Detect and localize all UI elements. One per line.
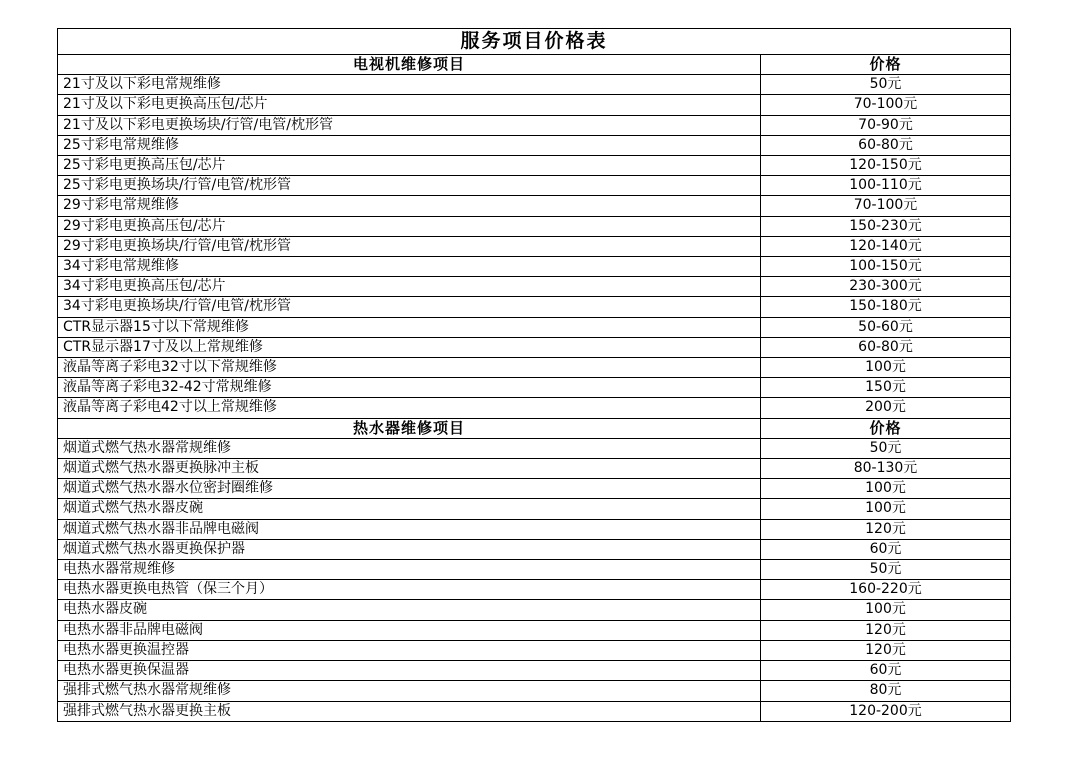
service-item-cell: 烟道式燃气热水器水位密封圈维修 — [58, 479, 761, 499]
price-cell: 120元 — [761, 640, 1011, 660]
service-price-table — [57, 28, 1011, 722]
price-cell: 60元 — [761, 539, 1011, 559]
service-item-cell: 34寸彩电常规维修 — [58, 257, 761, 277]
price-cell: 200元 — [761, 398, 1011, 418]
table-row — [58, 317, 1011, 337]
section-header: 电视机维修项目 — [58, 55, 761, 75]
price-cell: 60-80元 — [761, 337, 1011, 357]
price-cell: 150-180元 — [761, 297, 1011, 317]
price-cell: 120-150元 — [761, 156, 1011, 176]
price-cell: 50元 — [761, 560, 1011, 580]
price-cell: 120元 — [761, 519, 1011, 539]
section-header-row — [58, 418, 1011, 438]
service-item-cell: 强排式燃气热水器更换主板 — [58, 701, 761, 721]
service-item-cell: 25寸彩电更换高压包/芯片 — [58, 156, 761, 176]
service-item-cell: 29寸彩电更换高压包/芯片 — [58, 216, 761, 236]
price-cell: 100元 — [761, 479, 1011, 499]
service-item-cell: 电热水器常规维修 — [58, 560, 761, 580]
price-column-header: 价格 — [761, 55, 1011, 75]
table-row — [58, 681, 1011, 701]
price-column-header: 价格 — [761, 418, 1011, 438]
service-item-cell: 21寸及以下彩电更换高压包/芯片 — [58, 95, 761, 115]
table-row — [58, 398, 1011, 418]
service-item-cell: 电热水器皮碗 — [58, 600, 761, 620]
service-item-cell: 34寸彩电更换高压包/芯片 — [58, 277, 761, 297]
service-item-cell: 25寸彩电更换场块/行管/电管/枕形管 — [58, 176, 761, 196]
price-cell: 70-90元 — [761, 115, 1011, 135]
price-cell: 100-110元 — [761, 176, 1011, 196]
price-cell: 150-230元 — [761, 216, 1011, 236]
table-row — [58, 701, 1011, 721]
price-cell: 50元 — [761, 75, 1011, 95]
table-body — [58, 29, 1011, 722]
price-cell: 80-130元 — [761, 459, 1011, 479]
table-row — [58, 216, 1011, 236]
price-cell: 150元 — [761, 378, 1011, 398]
table-row — [58, 620, 1011, 640]
table-row — [58, 539, 1011, 559]
service-item-cell: 烟道式燃气热水器常规维修 — [58, 438, 761, 458]
price-cell: 100-150元 — [761, 257, 1011, 277]
service-item-cell: 液晶等离子彩电42寸以上常规维修 — [58, 398, 761, 418]
service-item-cell: CTR显示器17寸及以上常规维修 — [58, 337, 761, 357]
price-cell: 70-100元 — [761, 95, 1011, 115]
service-item-cell: 烟道式燃气热水器非品牌电磁阀 — [58, 519, 761, 539]
service-item-cell: 29寸彩电常规维修 — [58, 196, 761, 216]
service-item-cell: 21寸及以下彩电更换场块/行管/电管/枕形管 — [58, 115, 761, 135]
price-cell: 60-80元 — [761, 135, 1011, 155]
table-row — [58, 560, 1011, 580]
price-cell: 50-60元 — [761, 317, 1011, 337]
table-row — [58, 438, 1011, 458]
service-item-cell: 烟道式燃气热水器皮碗 — [58, 499, 761, 519]
price-cell: 120-200元 — [761, 701, 1011, 721]
price-cell: 120元 — [761, 620, 1011, 640]
service-item-cell: 电热水器更换电热管（保三个月） — [58, 580, 761, 600]
service-item-cell: 29寸彩电更换场块/行管/电管/枕形管 — [58, 236, 761, 256]
table-row — [58, 499, 1011, 519]
table-row — [58, 479, 1011, 499]
table-row — [58, 640, 1011, 660]
service-item-cell: 液晶等离子彩电32寸以下常规维修 — [58, 358, 761, 378]
service-item-cell: 电热水器非品牌电磁阀 — [58, 620, 761, 640]
price-cell: 60元 — [761, 661, 1011, 681]
service-item-cell: 21寸及以下彩电常规维修 — [58, 75, 761, 95]
table-row — [58, 236, 1011, 256]
service-item-cell: 烟道式燃气热水器更换保护器 — [58, 539, 761, 559]
table-title: 服务项目价格表 — [58, 29, 1011, 55]
table-row — [58, 75, 1011, 95]
section-header: 热水器维修项目 — [58, 418, 761, 438]
table-row — [58, 277, 1011, 297]
table-row — [58, 358, 1011, 378]
table-row — [58, 176, 1011, 196]
price-cell: 70-100元 — [761, 196, 1011, 216]
service-item-cell: 液晶等离子彩电32-42寸常规维修 — [58, 378, 761, 398]
table-row — [58, 115, 1011, 135]
table-row — [58, 257, 1011, 277]
service-item-cell: 电热水器更换保温器 — [58, 661, 761, 681]
service-item-cell: 烟道式燃气热水器更换脉冲主板 — [58, 459, 761, 479]
price-cell: 230-300元 — [761, 277, 1011, 297]
price-cell: 100元 — [761, 600, 1011, 620]
title-row — [58, 29, 1011, 55]
table-row — [58, 337, 1011, 357]
price-cell: 80元 — [761, 681, 1011, 701]
table-row — [58, 95, 1011, 115]
table-row — [58, 378, 1011, 398]
price-cell: 120-140元 — [761, 236, 1011, 256]
price-cell: 160-220元 — [761, 580, 1011, 600]
table-row — [58, 156, 1011, 176]
table-row — [58, 196, 1011, 216]
service-item-cell: 25寸彩电常规维修 — [58, 135, 761, 155]
table-row — [58, 580, 1011, 600]
section-header-row — [58, 55, 1011, 75]
service-item-cell: CTR显示器15寸以下常规维修 — [58, 317, 761, 337]
table-row — [58, 661, 1011, 681]
service-item-cell: 强排式燃气热水器常规维修 — [58, 681, 761, 701]
table-row — [58, 135, 1011, 155]
table-row — [58, 459, 1011, 479]
table-row — [58, 600, 1011, 620]
price-cell: 50元 — [761, 438, 1011, 458]
price-cell: 100元 — [761, 499, 1011, 519]
table-row — [58, 519, 1011, 539]
service-item-cell: 34寸彩电更换场块/行管/电管/枕形管 — [58, 297, 761, 317]
service-item-cell: 电热水器更换温控器 — [58, 640, 761, 660]
table-row — [58, 297, 1011, 317]
price-cell: 100元 — [761, 358, 1011, 378]
